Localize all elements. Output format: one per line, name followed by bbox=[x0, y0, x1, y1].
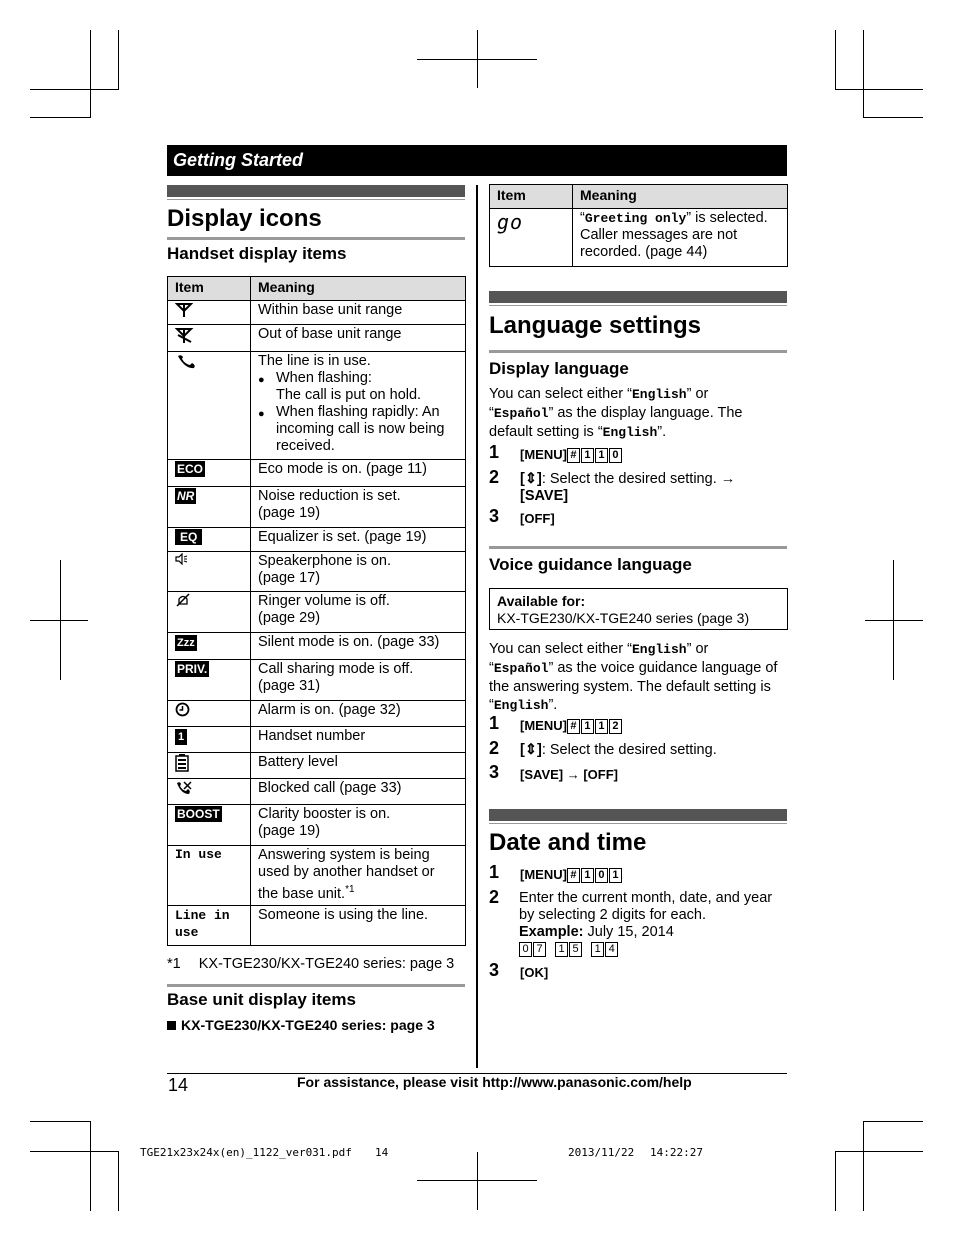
step-1-date: [MENU] # 1 0 1 bbox=[520, 866, 623, 883]
step-number: 2 bbox=[489, 887, 500, 907]
crop-mark bbox=[417, 1180, 537, 1181]
crop-mark bbox=[90, 30, 91, 118]
table-row bbox=[168, 633, 466, 660]
silent-mode-icon bbox=[168, 633, 251, 660]
table-row bbox=[168, 805, 466, 846]
save-key: SAVE bbox=[524, 488, 564, 504]
square-bullet-icon bbox=[167, 1021, 176, 1030]
nr-icon-text: NR bbox=[177, 489, 195, 503]
row-meaning: Noise reduction is set. (page 19) bbox=[251, 487, 466, 528]
menu-key: MENU bbox=[524, 447, 563, 462]
col-meaning: Meaning bbox=[251, 277, 466, 301]
section-bar bbox=[489, 291, 787, 303]
crop-mark bbox=[835, 89, 923, 90]
column-divider bbox=[476, 185, 478, 1068]
text: as the display language. The default setting is bbox=[489, 405, 743, 440]
step-1-voice: [MENU] # 1 1 2 bbox=[520, 717, 623, 734]
step-text: Enter the current month, date, and year by selecting 2 digits for each. bbox=[519, 890, 773, 923]
table-row bbox=[168, 352, 466, 460]
handset-subtitle: Handset display items bbox=[167, 244, 347, 263]
eco-icon-text: ECO bbox=[177, 462, 204, 476]
table-header-row bbox=[490, 185, 788, 209]
greeting-table bbox=[489, 184, 788, 267]
mono-text: Español bbox=[493, 661, 549, 676]
voice-guidance-text: You can select either “English” or “Español” as the voice guidance language of the answering system. The default setting is “English”. bbox=[489, 641, 778, 713]
off-key: OFF bbox=[524, 511, 551, 526]
date-time-title: Date and time bbox=[489, 829, 647, 856]
key: 1 bbox=[591, 942, 604, 957]
display-language-text: You can select either “English” or “Español” as the display language. The default setting is “English”. bbox=[489, 386, 743, 440]
battery-icon bbox=[168, 753, 251, 779]
priv-icon-text: PRIV. bbox=[177, 662, 208, 676]
key: 1 bbox=[555, 942, 568, 957]
equalizer-icon bbox=[168, 528, 251, 552]
crop-mark bbox=[863, 30, 864, 118]
col-meaning: Meaning bbox=[573, 185, 788, 209]
assistance-text: For assistance, please visit http://www.panasonic.com/help bbox=[297, 1074, 692, 1090]
table-row bbox=[168, 301, 466, 325]
col-item: Item bbox=[490, 185, 573, 209]
noise-reduction-icon bbox=[168, 487, 251, 528]
row-meaning: Speakerphone is on. (page 17) bbox=[251, 552, 466, 592]
table-row bbox=[168, 592, 466, 633]
example-text: July 15, 2014 bbox=[583, 924, 674, 940]
key: 1 bbox=[609, 868, 622, 883]
off-key: OFF bbox=[587, 767, 614, 782]
save-key: SAVE bbox=[524, 767, 559, 782]
greeting-only-icon bbox=[490, 209, 573, 267]
blocked-call-icon bbox=[168, 779, 251, 805]
print-file: TGE21x23x24x(en)_1122_ver031.pdf bbox=[140, 1146, 352, 1159]
crop-mark bbox=[118, 1151, 119, 1211]
crop-mark bbox=[118, 30, 119, 90]
step-2-date bbox=[519, 890, 781, 958]
step-number: 1 bbox=[489, 862, 500, 882]
step-text: : Select the desired setting. bbox=[541, 742, 717, 758]
crop-mark bbox=[30, 117, 90, 118]
handset-number-text: 1 bbox=[175, 729, 187, 745]
text: You can select either bbox=[489, 386, 628, 402]
footnote-ref: *1 bbox=[345, 884, 355, 895]
step-number: 3 bbox=[489, 960, 500, 980]
crop-mark bbox=[835, 30, 836, 90]
key: 4 bbox=[605, 942, 618, 957]
section-bar bbox=[489, 809, 787, 821]
key: # bbox=[567, 448, 580, 463]
antenna-out-icon bbox=[168, 325, 251, 352]
step-number: 1 bbox=[489, 713, 500, 733]
col-item: Item bbox=[168, 277, 251, 301]
in-use-indicator: In use bbox=[168, 846, 251, 906]
row-meaning: “Greeting only” is selected. Caller messages are not recorded. (page 44) bbox=[573, 209, 788, 267]
key: # bbox=[567, 719, 580, 734]
step-2-display: [⇕]: Select the desired setting. → [SAVE] bbox=[520, 471, 736, 504]
rule bbox=[489, 546, 787, 549]
available-label: Available for: bbox=[497, 593, 586, 609]
step-number: 2 bbox=[489, 467, 500, 487]
available-text: KX-TGE230/KX-TGE240 series (page 3) bbox=[497, 610, 750, 626]
boost-icon bbox=[168, 805, 251, 846]
eq-icon-text: EQ bbox=[175, 529, 202, 545]
mono-text: Español bbox=[493, 406, 549, 421]
key: 0 bbox=[519, 942, 532, 957]
text: or bbox=[691, 386, 709, 402]
phone-icon bbox=[168, 352, 251, 460]
step-2-voice bbox=[520, 742, 717, 759]
row-meaning: Ringer volume is off. (page 29) bbox=[251, 592, 466, 633]
line-in-use-indicator: Line in use bbox=[168, 905, 251, 945]
crop-mark bbox=[865, 620, 923, 621]
page-number: 14 bbox=[168, 1075, 189, 1095]
step-number: 3 bbox=[489, 762, 500, 782]
display-language-subtitle: Display language bbox=[489, 359, 629, 378]
crop-mark bbox=[835, 1151, 836, 1211]
mono-text: English bbox=[602, 425, 658, 440]
crop-mark bbox=[30, 1151, 118, 1152]
table-row bbox=[168, 701, 466, 727]
crop-mark bbox=[863, 1121, 923, 1122]
text: as the voice guidance language of the answering system. The default setting is bbox=[489, 660, 778, 695]
row-meaning: Battery level bbox=[251, 753, 466, 779]
footnote-mark: *1 bbox=[167, 956, 181, 972]
table-row bbox=[168, 846, 466, 906]
meaning-text: The line is in use. bbox=[258, 353, 371, 369]
text: or bbox=[691, 641, 709, 657]
row-meaning: Clarity booster is on. (page 19) bbox=[251, 805, 466, 846]
eco-icon bbox=[168, 460, 251, 487]
base-note-text: KX-TGE230/KX-TGE240 series: page 3 bbox=[181, 1017, 435, 1033]
silent-icon-text: Zzz bbox=[177, 637, 195, 649]
crop-mark bbox=[863, 117, 923, 118]
key: 0 bbox=[595, 868, 608, 883]
rule bbox=[167, 199, 465, 200]
key: # bbox=[567, 868, 580, 883]
table-row bbox=[168, 552, 466, 592]
print-time: 14:22:27 bbox=[650, 1146, 703, 1159]
bullet-item: ● When flashing: The call is put on hold. bbox=[276, 370, 458, 404]
table-row bbox=[168, 528, 466, 552]
rule bbox=[167, 237, 465, 240]
alarm-icon bbox=[168, 701, 251, 727]
table-row bbox=[168, 487, 466, 528]
crop-mark bbox=[30, 89, 118, 90]
footnote bbox=[167, 955, 454, 973]
language-title: Language settings bbox=[489, 312, 702, 339]
rule bbox=[489, 305, 787, 306]
step-number: 2 bbox=[489, 738, 500, 758]
voice-guidance-subtitle: Voice guidance language bbox=[489, 555, 692, 574]
crop-mark bbox=[863, 1121, 864, 1211]
table-row bbox=[168, 753, 466, 779]
privacy-icon bbox=[168, 660, 251, 701]
row-meaning: Within base unit range bbox=[251, 301, 466, 325]
key: 0 bbox=[609, 448, 622, 463]
crop-mark bbox=[90, 1121, 91, 1211]
crop-mark bbox=[835, 1151, 923, 1152]
antenna-icon bbox=[168, 301, 251, 325]
updown-key-icon: [⇕] bbox=[520, 742, 542, 758]
row-meaning: Alarm is on. (page 32) bbox=[251, 701, 466, 727]
speaker-icon bbox=[168, 552, 251, 592]
key: 5 bbox=[569, 942, 582, 957]
footnote-text: KX-TGE230/KX-TGE240 series: page 3 bbox=[198, 956, 455, 972]
crop-mark bbox=[30, 1121, 90, 1122]
base-subtitle: Base unit display items bbox=[167, 990, 356, 1009]
updown-key-icon: [⇕] bbox=[520, 471, 542, 487]
key: 1 bbox=[581, 868, 594, 883]
ringer-off-icon bbox=[168, 592, 251, 633]
crop-mark bbox=[477, 1152, 478, 1210]
table-row bbox=[168, 727, 466, 753]
handset-icons-table bbox=[167, 276, 466, 946]
rule bbox=[489, 350, 787, 353]
base-note bbox=[167, 1016, 435, 1034]
mono-text: Greeting only bbox=[584, 211, 687, 226]
meaning-text: Answering system is being used by another handset or the base unit. bbox=[258, 847, 435, 902]
boost-icon-text: BOOST bbox=[177, 807, 220, 821]
ok-key: OK bbox=[524, 965, 544, 980]
key: 2 bbox=[609, 719, 622, 734]
key: 7 bbox=[533, 942, 546, 957]
row-meaning: Out of base unit range bbox=[251, 325, 466, 352]
step-3-display: [OFF] bbox=[520, 511, 555, 526]
section-header bbox=[167, 145, 787, 176]
crop-mark bbox=[30, 620, 88, 621]
print-page: 14 bbox=[375, 1146, 389, 1159]
table-row bbox=[490, 209, 788, 267]
mono-text: English bbox=[631, 387, 687, 402]
row-meaning: Blocked call (page 33) bbox=[251, 779, 466, 805]
row-meaning: Someone is using the line. bbox=[251, 905, 466, 945]
table-row bbox=[168, 779, 466, 805]
row-meaning: Eco mode is on. (page 11) bbox=[251, 460, 466, 487]
section-bar bbox=[167, 185, 465, 197]
key: 1 bbox=[581, 448, 594, 463]
mono-text: English bbox=[631, 642, 687, 657]
rule bbox=[167, 984, 465, 987]
step-number: 1 bbox=[489, 442, 500, 462]
meaning-text: is selected. Caller messages are not recorded. (page 44) bbox=[580, 210, 768, 260]
menu-key: MENU bbox=[524, 718, 563, 733]
table-header-row bbox=[168, 277, 466, 301]
text: You can select either bbox=[489, 641, 628, 657]
greeting-icon-text: go bbox=[497, 210, 524, 234]
step-number: 3 bbox=[489, 506, 500, 526]
print-date: 2013/11/22 bbox=[568, 1146, 635, 1159]
handset-number-icon bbox=[168, 727, 251, 753]
menu-key: MENU bbox=[524, 867, 563, 882]
row-meaning: Silent mode is on. (page 33) bbox=[251, 633, 466, 660]
row-meaning bbox=[251, 846, 466, 906]
display-icons-title: Display icons bbox=[167, 205, 322, 232]
step-3-date: [OK] bbox=[520, 965, 549, 980]
key: 1 bbox=[595, 448, 608, 463]
bullet-item: ● When flashing rapidly: An incoming call is now being received. bbox=[276, 404, 458, 455]
step-1-display: [MENU] # 1 1 0 bbox=[520, 446, 623, 463]
row-meaning: Handset number bbox=[251, 727, 466, 753]
table-row bbox=[168, 460, 466, 487]
table-row bbox=[168, 660, 466, 701]
rule bbox=[489, 823, 787, 824]
mono-text: English bbox=[493, 698, 549, 713]
table-row bbox=[168, 325, 466, 352]
table-row bbox=[168, 905, 466, 945]
step-3-voice: [SAVE] → [OFF] bbox=[520, 767, 619, 782]
row-meaning: Call sharing mode is off. (page 31) bbox=[251, 660, 466, 701]
crop-mark bbox=[417, 59, 537, 60]
available-box bbox=[489, 588, 788, 630]
step-text: : Select the desired setting. → bbox=[541, 471, 736, 487]
example-label: Example: bbox=[519, 924, 584, 940]
row-meaning bbox=[251, 352, 466, 460]
key: 1 bbox=[581, 719, 594, 734]
section-title: Getting Started bbox=[173, 150, 304, 170]
row-meaning: Equalizer is set. (page 19) bbox=[251, 528, 466, 552]
key: 1 bbox=[595, 719, 608, 734]
